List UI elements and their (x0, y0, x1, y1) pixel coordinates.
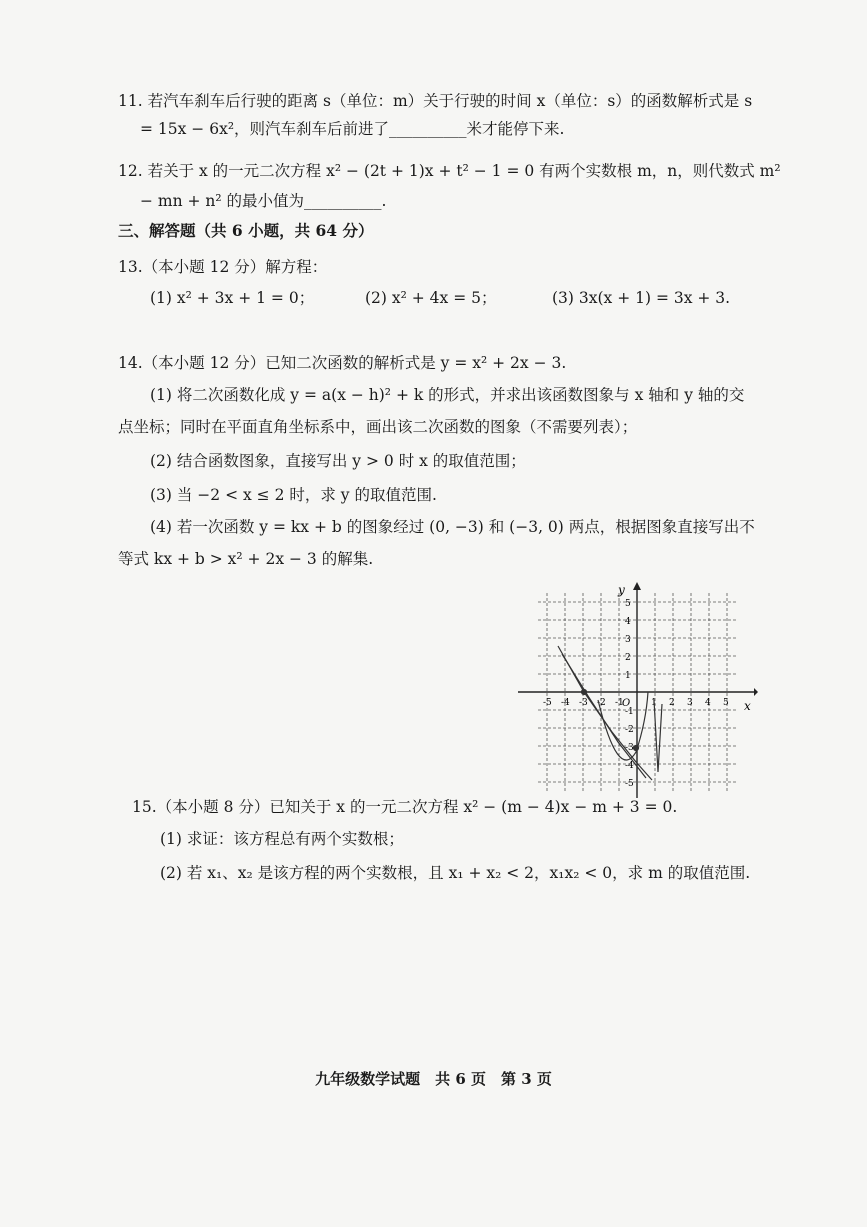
sketch-point-1 (582, 690, 587, 695)
y-tick-label: -3 (625, 743, 634, 753)
q15-part2: (2) 若 x₁、x₂ 是该方程的两个实数根，且 x₁ + x₂ < 2，x₁x₂ < 0，求 m 的取值范围. (160, 864, 751, 882)
x-tick-label: 2 (669, 698, 675, 708)
sketch-point-2 (634, 746, 639, 751)
q11-line2: = 15x − 6x²，则汽车刹车后前进了__________米才能停下来. (140, 120, 565, 138)
x-tick-label: 4 (705, 698, 711, 708)
x-tick-label: -5 (543, 698, 552, 708)
y-tick-label: 3 (625, 635, 631, 645)
x-tick-label: -1 (615, 698, 624, 708)
x-axis-arrow-icon (754, 688, 758, 696)
coordinate-grid-svg (518, 582, 758, 798)
section-heading: 三、解答题（共 6 小题，共 64 分） (118, 221, 374, 240)
q13-stem: 13.（本小题 12 分）解方程： (118, 258, 328, 276)
y-tick-label: -4 (625, 761, 634, 771)
q14-part1-b: 点坐标；同时在平面直角坐标系中，画出该二次函数的图象（不需要列表）； (118, 418, 638, 436)
x-tick-label: -2 (597, 698, 606, 708)
y-tick-label: 2 (625, 653, 631, 663)
q14-part4-b: 等式 kx + b > x² + 2x − 3 的解集. (118, 550, 374, 568)
q12-line2: − mn + n² 的最小值为__________. (140, 192, 387, 210)
q12-line1: 12. 若关于 x 的一元二次方程 x² − (2t + 1)x + t² − 1 = 0 有两个实数根 m，n，则代数式 m² (118, 162, 781, 180)
handwritten-sketch (558, 646, 662, 780)
q14-part1-a: (1) 将二次函数化成 y = a(x − h)² + k 的形式，并求出该函数图象与 x 轴和 y 轴的交 (150, 386, 745, 404)
y-tick-label: -5 (625, 779, 634, 789)
q13-part2: (2) x² + 4x = 5； (365, 289, 497, 307)
y-axis-label: y (618, 583, 625, 597)
q15-part1: (1) 求证：该方程总有两个实数根； (160, 830, 404, 848)
coordinate-grid (518, 582, 758, 798)
y-tick-label: -2 (625, 725, 634, 735)
page-footer: 九年级数学试题 共 6 页 第 3 页 (315, 1070, 552, 1088)
x-tick-label: 5 (723, 698, 729, 708)
y-axis-arrow-icon (633, 582, 641, 590)
sketch-line-1 (558, 646, 652, 780)
x-tick-label: 1 (651, 698, 657, 708)
q14-stem: 14.（本小题 12 分）已知二次函数的解析式是 y = x² + 2x − 3. (118, 354, 567, 372)
x-tick-label: 3 (687, 698, 693, 708)
x-tick-label: -3 (579, 698, 588, 708)
x-axis-label: x (744, 699, 751, 713)
y-tick-label: 4 (625, 617, 631, 627)
x-tick-label: -4 (561, 698, 570, 708)
y-tick-label: -1 (625, 707, 634, 717)
origin-label: O (622, 698, 631, 709)
q14-part4-a: (4) 若一次函数 y = kx + b 的图象经过 (0, −3) 和 (−3, 0) 两点，根据图象直接写出不 (150, 518, 755, 536)
q11-line1: 11. 若汽车刹车后行驶的距离 s（单位：m）关于行驶的时间 x（单位：s）的函数解析式是 s (118, 92, 753, 110)
q13-part3: (3) 3x(x + 1) = 3x + 3. (552, 289, 731, 307)
q14-part2: (2) 结合函数图象，直接写出 y > 0 时 x 的取值范围； (150, 452, 526, 470)
y-tick-label: 5 (625, 599, 631, 609)
q13-part1: (1) x² + 3x + 1 = 0； (150, 289, 315, 307)
q14-part3: (3) 当 −2 < x ≤ 2 时，求 y 的取值范围. (150, 486, 437, 504)
q15-stem: 15.（本小题 8 分）已知关于 x 的一元二次方程 x² − (m − 4)x − m + 3 = 0. (132, 798, 678, 816)
y-tick-label: 1 (625, 671, 631, 681)
